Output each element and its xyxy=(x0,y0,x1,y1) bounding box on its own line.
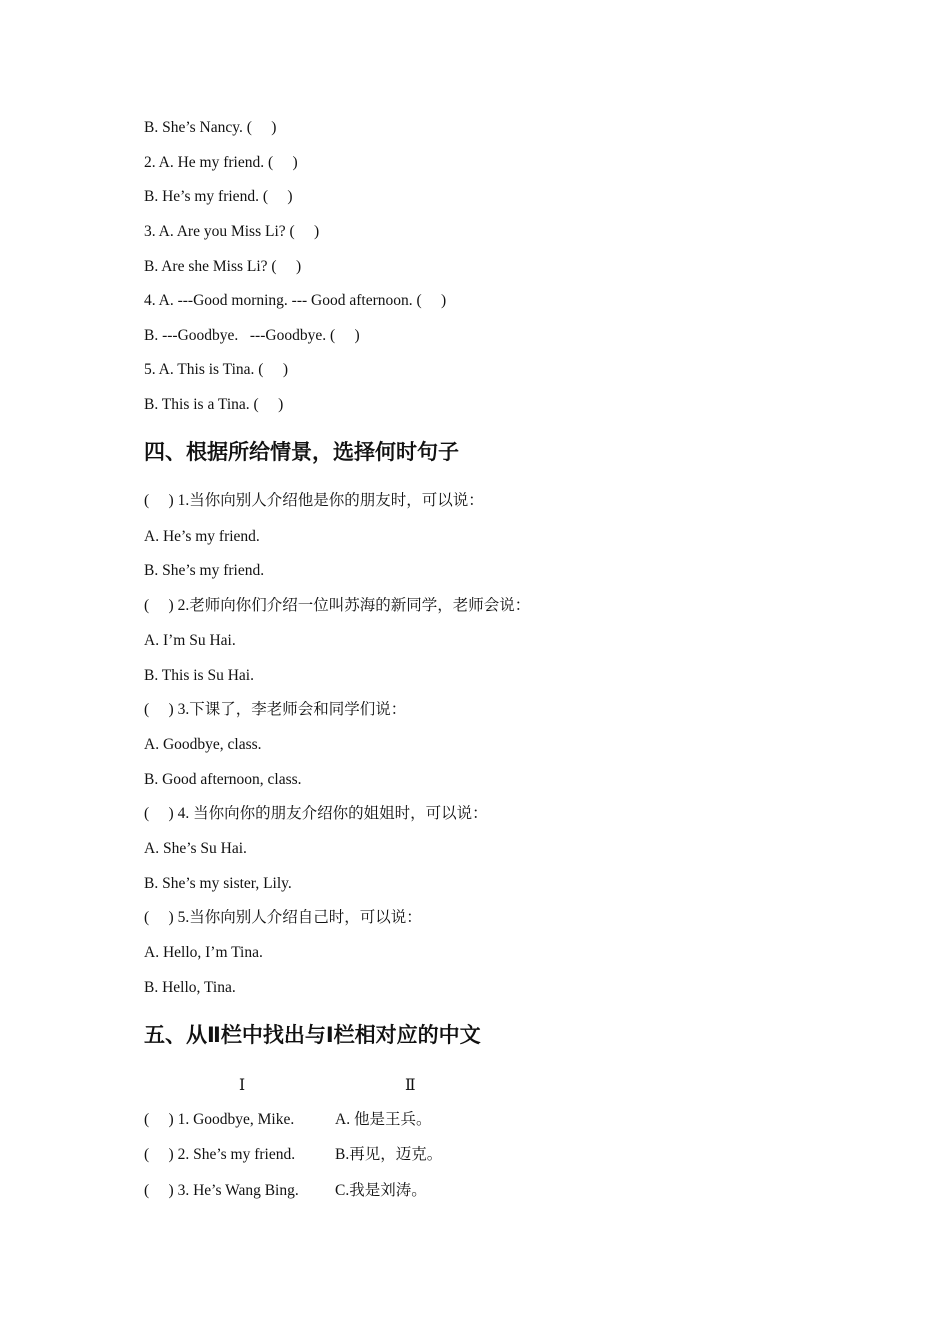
s4-line-13: ( ) 5.当你向别人介绍自己时，可以说： xyxy=(144,909,422,926)
s4-line-10: ( ) 4. 当你向你的朋友介绍你的姐姐时，可以说： xyxy=(144,805,488,822)
s3-line-7: B. ---Goodbye. ---Goodbye. ( ) xyxy=(144,327,360,344)
s4-line-9: B. Good afternoon, class. xyxy=(144,771,302,788)
s3-line-8: 5. A. This is Tina. ( ) xyxy=(144,361,288,378)
s3-line-4: 3. A. Are you Miss Li? ( ) xyxy=(144,223,320,240)
s3-line-9: B. This is a Tina. ( ) xyxy=(144,396,284,413)
s3-line-6: 4. A. ---Good morning. --- Good afternoon. ( ) xyxy=(144,292,447,309)
s4-line-15: B. Hello, Tina. xyxy=(144,979,236,996)
match-option-c: C.我是刘涛。 xyxy=(335,1182,427,1199)
s4-line-14: A. Hello, I’m Tina. xyxy=(144,944,263,961)
section4-heading: 四、根据所给情景，选择何时句子 xyxy=(144,440,459,464)
s4-line-4: ( ) 2.老师向你们介绍一位叫苏海的新同学，老师会说： xyxy=(144,597,531,614)
match-item-1: ( ) 1. Goodbye, Mike. xyxy=(144,1111,295,1128)
match-option-a: A. 他是王兵。 xyxy=(335,1111,432,1128)
s4-line-1: ( ) 1.当你向别人介绍他是你的朋友时，可以说： xyxy=(144,492,484,509)
s3-line-3: B. He’s my friend. ( ) xyxy=(144,188,293,205)
s4-line-3: B. She’s my friend. xyxy=(144,562,265,579)
section5-heading: 五、从Ⅱ栏中找出与Ⅰ栏相对应的中文 xyxy=(144,1023,481,1047)
s4-line-2: A. He’s my friend. xyxy=(144,528,260,545)
s4-line-7: ( ) 3.下课了，李老师会和同学们说： xyxy=(144,701,407,718)
match-item-2: ( ) 2. She’s my friend. xyxy=(144,1146,296,1163)
s4-line-6: B. This is Su Hai. xyxy=(144,667,254,684)
s3-line-5: B. Are she Miss Li? ( ) xyxy=(144,258,302,275)
s4-line-5: A. I’m Su Hai. xyxy=(144,632,236,649)
s3-line-2: 2. A. He my friend. ( ) xyxy=(144,154,298,171)
s4-line-11: A. She’s Su Hai. xyxy=(144,840,247,857)
match-option-b: B.再见，迈克。 xyxy=(335,1146,443,1163)
column-2-label: Ⅱ xyxy=(405,1077,416,1094)
column-1-label: Ⅰ xyxy=(239,1077,246,1094)
s3-line-1: B. She’s Nancy. ( ) xyxy=(144,119,277,136)
s4-line-8: A. Goodbye, class. xyxy=(144,736,262,753)
s4-line-12: B. She’s my sister, Lily. xyxy=(144,875,292,892)
match-item-3: ( ) 3. He’s Wang Bing. xyxy=(144,1182,299,1199)
